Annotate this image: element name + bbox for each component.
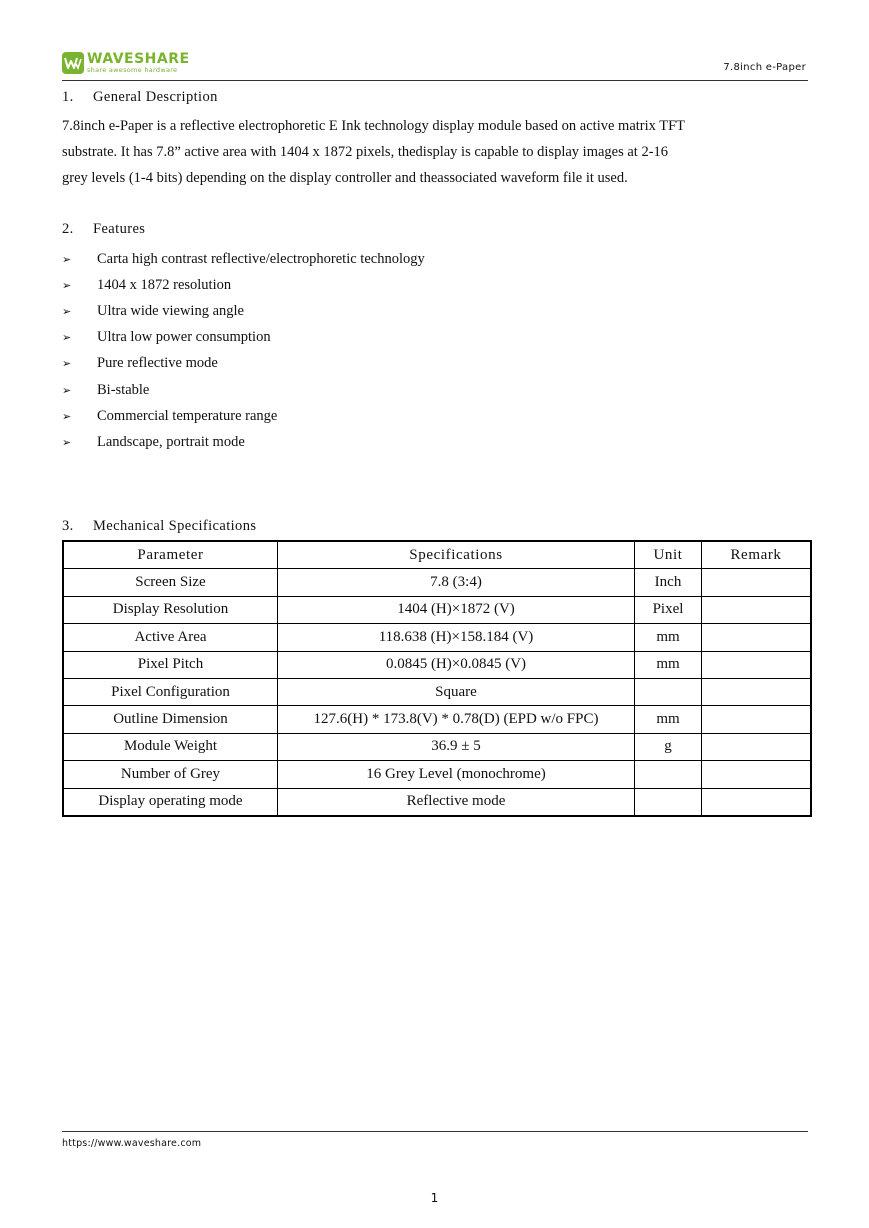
- section-number: 3.: [62, 518, 74, 534]
- paragraph-line: 7.8inch e-Paper is a reflective electrophoretic E Ink technology display module based on active matrix TFT: [62, 118, 686, 134]
- list-item: [62, 246, 425, 272]
- section-heading-features: [62, 221, 145, 238]
- section-title: Mechanical Specifications: [93, 518, 257, 534]
- table-cell: Outline Dimension: [63, 706, 278, 733]
- table-cell: [702, 733, 812, 760]
- section-number: 1.: [62, 89, 74, 105]
- table-header-row: [63, 541, 811, 569]
- table-cell: Display Resolution: [63, 596, 278, 623]
- table-cell: [635, 678, 702, 705]
- table-row: [63, 569, 811, 596]
- section-heading-general-description: [62, 89, 218, 106]
- general-description-paragraph: [62, 113, 782, 191]
- list-item: [62, 377, 425, 403]
- table-cell: Number of Grey: [63, 761, 278, 788]
- section-number: 2.: [62, 221, 74, 237]
- document-title: 7.8inch e-Paper: [723, 62, 806, 73]
- table-cell: Display operating mode: [63, 788, 278, 816]
- table-cell: [702, 678, 812, 705]
- table-row: [63, 706, 811, 733]
- table-cell: Pixel: [635, 596, 702, 623]
- table-cell: 127.6(H) * 173.8(V) * 0.78(D) (EPD w/o FPC): [278, 706, 635, 733]
- table-cell: Active Area: [63, 624, 278, 651]
- feature-text: 1404 x 1872 resolution: [97, 276, 232, 293]
- column-header-specifications: Specifications: [278, 541, 635, 569]
- table-cell: [635, 761, 702, 788]
- table-row: [63, 678, 811, 705]
- mechanical-specifications-table: [62, 540, 812, 817]
- arrow-bullet-icon: ➢: [62, 409, 72, 423]
- column-header-unit: Unit: [635, 541, 702, 569]
- paragraph-line: substrate. It has 7.8” active area with 1404 x 1872 pixels, thedisplay is capable to display images at 2-16: [62, 144, 669, 160]
- arrow-bullet-icon: ➢: [62, 304, 72, 318]
- feature-text: Ultra wide viewing angle: [97, 302, 244, 319]
- table-cell: Inch: [635, 569, 702, 596]
- table-row: [63, 761, 811, 788]
- table-cell: Reflective mode: [278, 788, 635, 816]
- paragraph-line: grey levels (1-4 bits) depending on the display controller and theassociated waveform file it used.: [62, 170, 628, 186]
- list-item: [62, 429, 425, 455]
- features-list: [62, 246, 425, 456]
- table-cell: [702, 788, 812, 816]
- table-cell: [702, 761, 812, 788]
- logo-tagline: share awesome hardware: [87, 66, 178, 74]
- feature-text: Bi-stable: [97, 381, 150, 398]
- table-cell: mm: [635, 624, 702, 651]
- list-item: [62, 298, 425, 324]
- list-item: [62, 403, 425, 429]
- column-header-remark: Remark: [702, 541, 812, 569]
- waveshare-logo-icon: [62, 52, 84, 74]
- table-row: [63, 651, 811, 678]
- table-cell: [702, 706, 812, 733]
- list-item: [62, 325, 425, 351]
- table-cell: [702, 596, 812, 623]
- arrow-bullet-icon: ➢: [62, 331, 72, 345]
- arrow-bullet-icon: ➢: [62, 435, 72, 449]
- logo-name: WAVESHARE: [87, 51, 190, 67]
- table-cell: Module Weight: [63, 733, 278, 760]
- table-cell: Pixel Configuration: [63, 678, 278, 705]
- list-item: [62, 272, 425, 298]
- list-item: [62, 351, 425, 377]
- feature-text: Pure reflective mode: [97, 355, 218, 372]
- table-row: [63, 596, 811, 623]
- feature-text: Commercial temperature range: [97, 407, 278, 424]
- column-header-parameter: Parameter: [63, 541, 278, 569]
- arrow-bullet-icon: ➢: [62, 383, 72, 397]
- table-cell: [702, 569, 812, 596]
- footer-url: https://www.waveshare.com: [62, 1138, 202, 1149]
- table-cell: Square: [278, 678, 635, 705]
- table-row: [63, 788, 811, 816]
- table-cell: 1404 (H)×1872 (V): [278, 596, 635, 623]
- table-cell: [702, 651, 812, 678]
- section-title: Features: [93, 221, 146, 237]
- table-cell: 0.0845 (H)×0.0845 (V): [278, 651, 635, 678]
- page-header: [62, 50, 808, 81]
- feature-text: Carta high contrast reflective/electrophoretic technology: [97, 250, 425, 267]
- table-cell: 7.8 (3:4): [278, 569, 635, 596]
- page-number: 1: [430, 1191, 439, 1205]
- table-cell: mm: [635, 706, 702, 733]
- table-cell: [635, 788, 702, 816]
- table-row: [63, 624, 811, 651]
- feature-text: Ultra low power consumption: [97, 329, 271, 346]
- table-cell: 118.638 (H)×158.184 (V): [278, 624, 635, 651]
- feature-text: Landscape, portrait mode: [97, 433, 245, 450]
- table-cell: [702, 624, 812, 651]
- section-title: General Description: [93, 89, 218, 105]
- arrow-bullet-icon: ➢: [62, 252, 72, 266]
- arrow-bullet-icon: ➢: [62, 357, 72, 371]
- table-row: [63, 733, 811, 760]
- table-cell: 36.9 ± 5: [278, 733, 635, 760]
- waveshare-logo: [62, 52, 190, 74]
- arrow-bullet-icon: ➢: [62, 278, 72, 292]
- table-cell: 16 Grey Level (monochrome): [278, 761, 635, 788]
- page-footer: [62, 1131, 808, 1149]
- table-cell: Pixel Pitch: [63, 651, 278, 678]
- table-cell: Screen Size: [63, 569, 278, 596]
- table-cell: mm: [635, 651, 702, 678]
- section-heading-mechanical-specifications: [62, 518, 256, 535]
- table-cell: g: [635, 733, 702, 760]
